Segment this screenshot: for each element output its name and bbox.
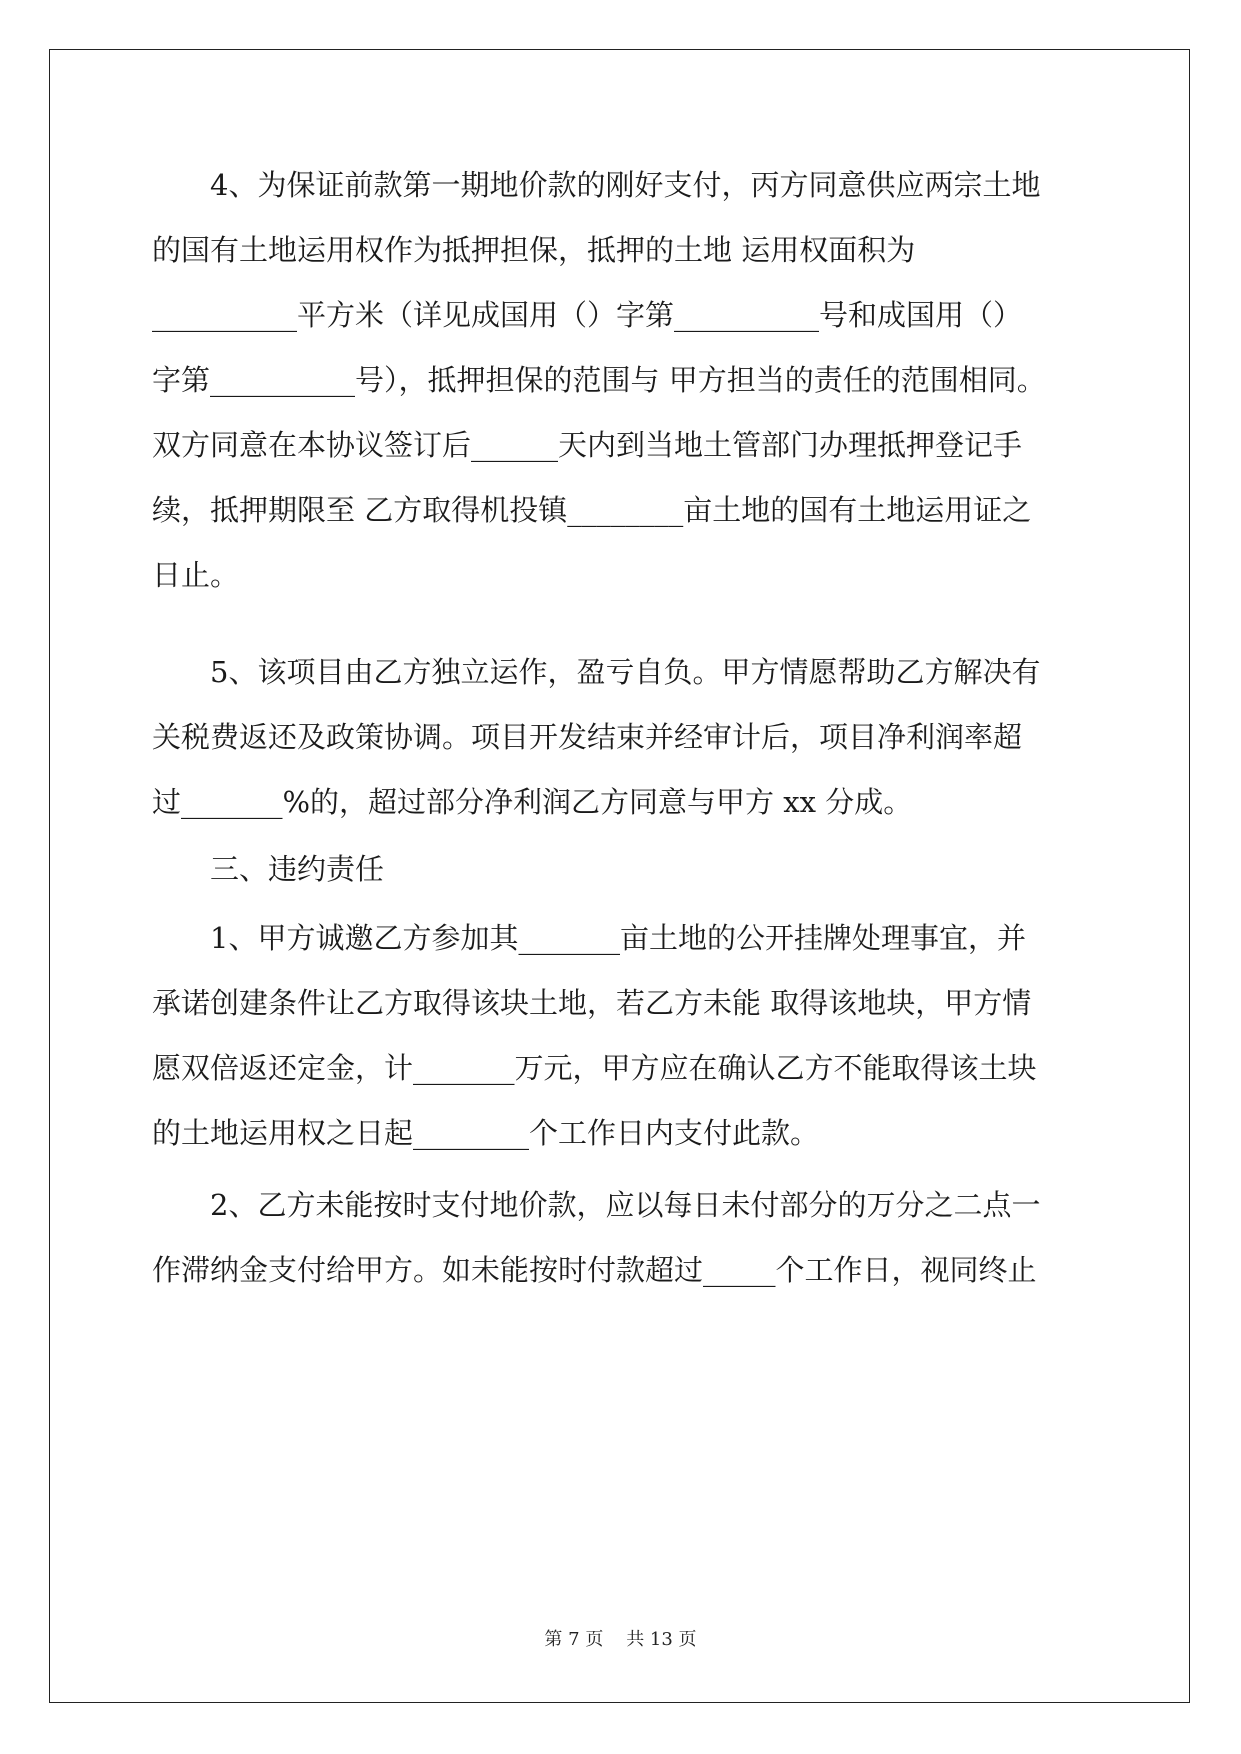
- page-number-footer: 第 7 页 共 13 页: [544, 1629, 697, 1650]
- paragraph-4-line-3: __________平方米（详见成国用（）字第__________号和成国用（）: [152, 298, 1023, 332]
- paragraph-5-line-2: 关税费返还及政策协调。项目开发结束并经审计后，项目净利润率超: [152, 720, 1023, 754]
- paragraph-4-line-2: 的国有土地运用权作为抵押担保，抵押的土地 运用权面积为: [152, 233, 916, 267]
- paragraph-4-line-4: 字第__________号），抵押担保的范围与 甲方担当的责任的范围相同。: [152, 363, 1046, 397]
- clause-1-line-4: 的土地运用权之日起________个工作日内支付此款。: [152, 1116, 820, 1150]
- paragraph-4-line-5: 双方同意在本协议签订后______天内到当地土管部门办理抵押登记手: [152, 428, 1023, 462]
- paragraph-4-line-1: 4、为保证前款第一期地价款的刚好支付，丙方同意供应两宗土地: [210, 168, 1041, 202]
- clause-2-line-1: 2、乙方未能按时支付地价款，应以每日未付部分的万分之二点一: [210, 1188, 1041, 1222]
- clause-1-line-2: 承诺创建条件让乙方取得该块土地，若乙方未能 取得该地块，甲方情: [152, 986, 1032, 1020]
- paragraph-4-line-7: 日止。: [152, 558, 240, 592]
- paragraph-5-line-1: 5、该项目由乙方独立运作，盈亏自负。甲方情愿帮助乙方解决有: [210, 655, 1041, 689]
- section-heading-breach: 三、违约责任: [210, 852, 385, 886]
- paragraph-4-line-6: 续，抵押期限至 乙方取得机投镇________亩土地的国有土地运用证之: [152, 493, 1032, 527]
- clause-1-line-3: 愿双倍返还定金，计_______万元，甲方应在确认乙方不能取得该土块: [152, 1051, 1037, 1085]
- clause-1-line-1: 1、甲方诚邀乙方参加其_______亩土地的公开挂牌处理事宜，并: [210, 921, 1026, 955]
- paragraph-5-line-3: 过_______%的，超过部分净利润乙方同意与甲方 xx 分成。: [152, 785, 913, 819]
- clause-2-line-2: 作滞纳金支付给甲方。如未能按时付款超过_____个工作日，视同终止: [152, 1253, 1037, 1287]
